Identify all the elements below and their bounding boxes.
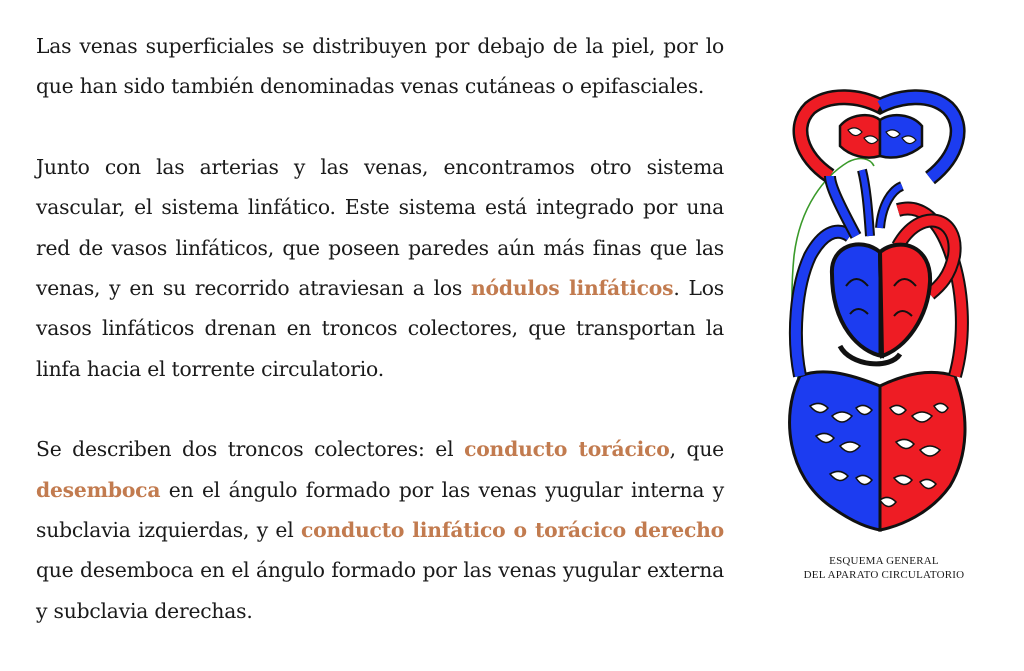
circulatory-diagram bbox=[770, 86, 990, 546]
link-conducto-toracico[interactable]: conducto torácico bbox=[464, 437, 670, 462]
paragraph-text: Junto con las arterias y las venas, encontramos otro sistema vascular, el sistema linfático. Este sistema está integrado por una red de vasos linfáticos, que poseen paredes aún más finas que las venas, y en su recorrido atraviesan a los bbox=[36, 154, 724, 301]
paragraph-lymphatic-system bbox=[36, 147, 724, 389]
upper-capillary-bed bbox=[840, 115, 922, 157]
paragraph-text: en el ángulo formado por las venas yugular interna y subclavia izquierdas, y el bbox=[36, 477, 724, 543]
paragraph-text: , que bbox=[669, 437, 724, 462]
paragraph-text: que desemboca en el ángulo formado por las venas yugular externa y subclavia derechas. bbox=[36, 558, 724, 623]
paragraph-text: . Los vasos linfáticos drenan en troncos colectores, que transportan la linfa hacia el torrente circulatorio. bbox=[36, 276, 724, 381]
link-desemboca[interactable]: desemboca bbox=[36, 477, 161, 502]
heart-icon bbox=[832, 244, 930, 364]
caption-line-1: ESQUEMA GENERAL bbox=[829, 555, 939, 567]
paragraph-collector-trunks bbox=[36, 429, 724, 631]
caption-line-2: DEL APARATO CIRCULATORIO bbox=[803, 569, 965, 581]
paragraph-text: Se describen dos troncos colectores: el bbox=[36, 437, 465, 462]
paragraph-text: Las venas superficiales se distribuyen por debajo de la piel, por lo que han sido también denominadas venas cutáneas o epifasciales. bbox=[36, 34, 724, 99]
paragraph-superficial-veins bbox=[36, 26, 724, 107]
article-text bbox=[36, 26, 724, 671]
lower-capillary-bed bbox=[790, 372, 965, 530]
circulatory-system-figure bbox=[770, 86, 990, 596]
link-nodulos-linfaticos[interactable]: nódulos linfáticos bbox=[470, 276, 674, 301]
link-conducto-linfatico-derecho[interactable]: conducto linfático o torácico derecho bbox=[301, 518, 724, 543]
figure-caption bbox=[770, 554, 998, 582]
